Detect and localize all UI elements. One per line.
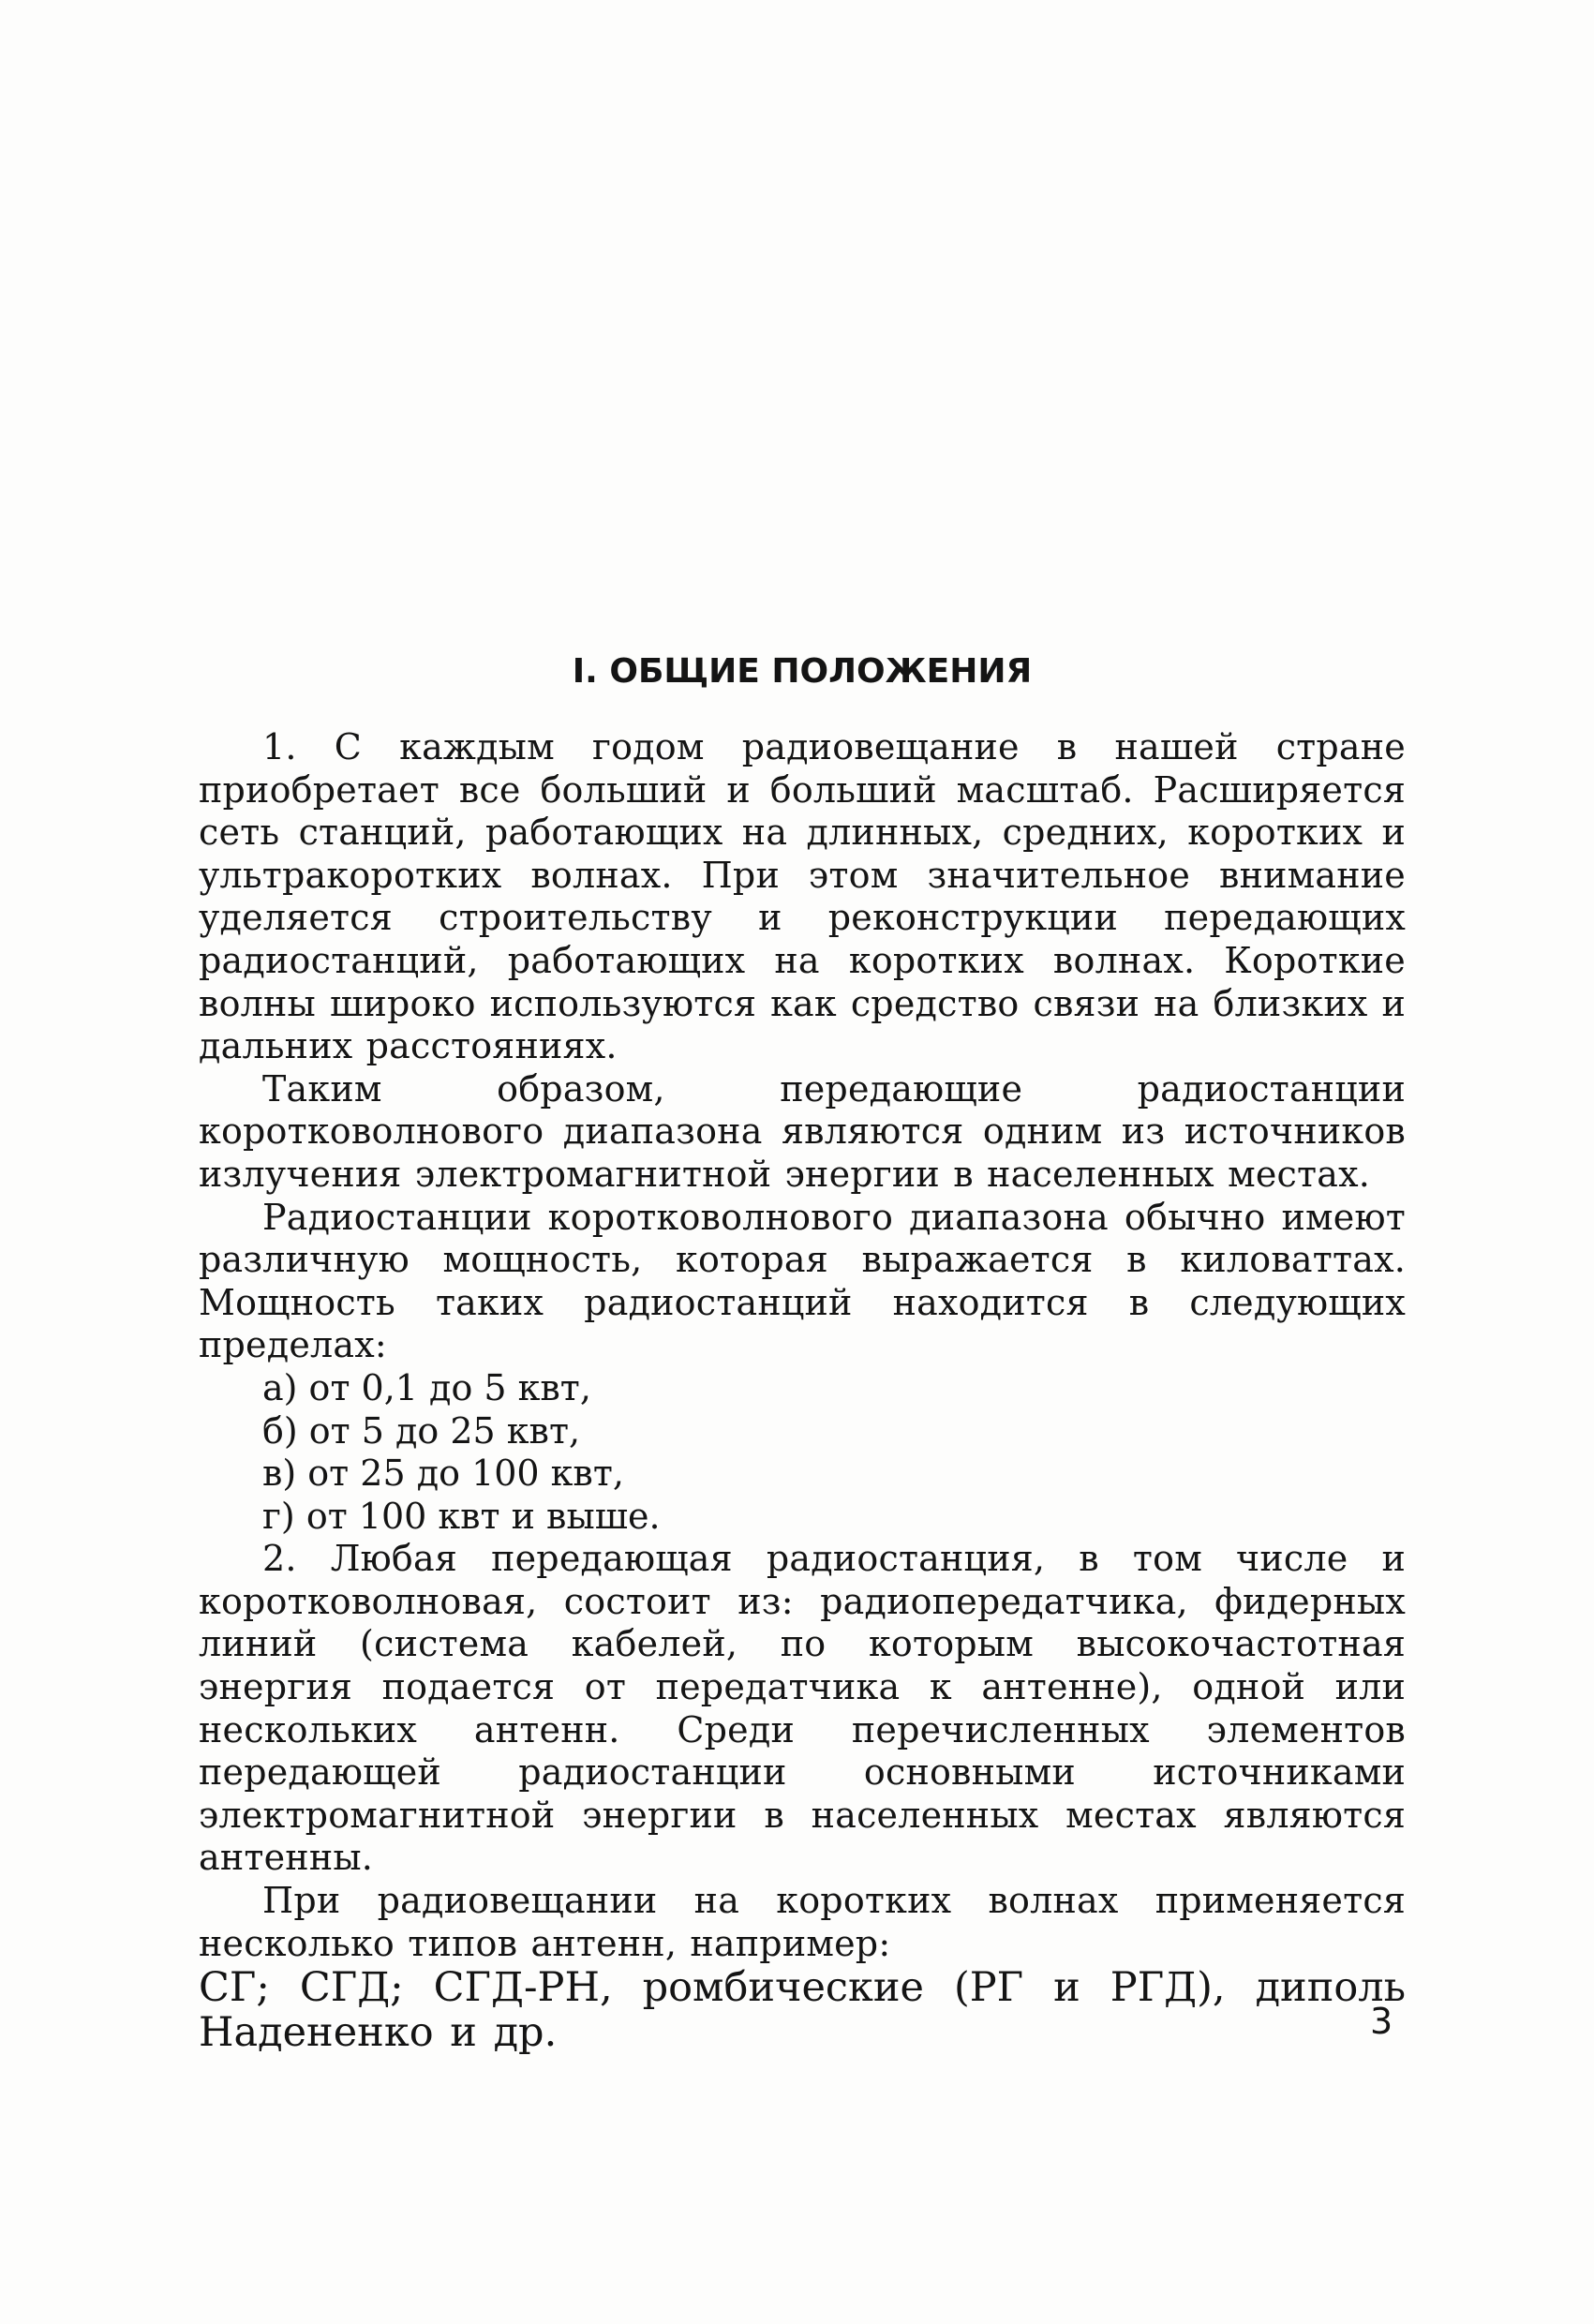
antenna-types-line: СГ; СГД; СГД-РН, ромбические (РГ и РГД), диполь Надененко и др. [199, 1964, 1406, 2057]
paragraph-1: 1. С каждым годом радиовещание в нашей стране приобретает все больший и больший масштаб. Расширяется сеть станций, работающих на длинных, средних, коротких и ультракоротких волнах. При этом значительное внимание уделяется строительству и реконструкции передающих радиостанций, работающих на коротких волнах. Короткие волны широко используются как средство связи на близких и дальних расстояниях. [199, 726, 1406, 1067]
power-ranges-list [199, 1367, 1406, 1538]
list-item: г) от 100 квт и выше. [262, 1495, 661, 1537]
page-number: 3 [1370, 2001, 1393, 2042]
list-item: а) от 0,1 до 5 квт, [262, 1366, 591, 1408]
list-item: б) от 5 до 25 квт, [262, 1409, 581, 1452]
paragraph-2: Таким образом, передающие радиостанции коротковолнового диапазона являются одним из источников излучения электромагнитной энергии в населенных местах. [199, 1067, 1406, 1195]
section-heading: I. ОБЩИЕ ПОЛОЖЕНИЯ [572, 652, 1033, 691]
paragraph-3: Радиостанции коротковолнового диапазона обычно имеют различную мощность, которая выражается в киловаттах. Мощность таких радиостанций находится в следующих пределах: [199, 1196, 1406, 1366]
main-text [199, 651, 1406, 2055]
paragraph-4: 2. Любая передающая радиостанция, в том числе и коротковолновая, состоит из: радиопередатчика, фидерных линий (система кабелей, по которым высокочастотная энергия подается от передатчика к антенне), одной или нескольких антенн. Среди перечисленных элементов передающей радиостанции основными источниками электромагнитной энергии в населенных местах являются антенны. [199, 1538, 1406, 1879]
paragraph-5: При радиовещании на коротких волнах применяется несколько типов антенн, например: [199, 1880, 1406, 1964]
list-item: в) от 25 до 100 квт, [262, 1452, 624, 1495]
